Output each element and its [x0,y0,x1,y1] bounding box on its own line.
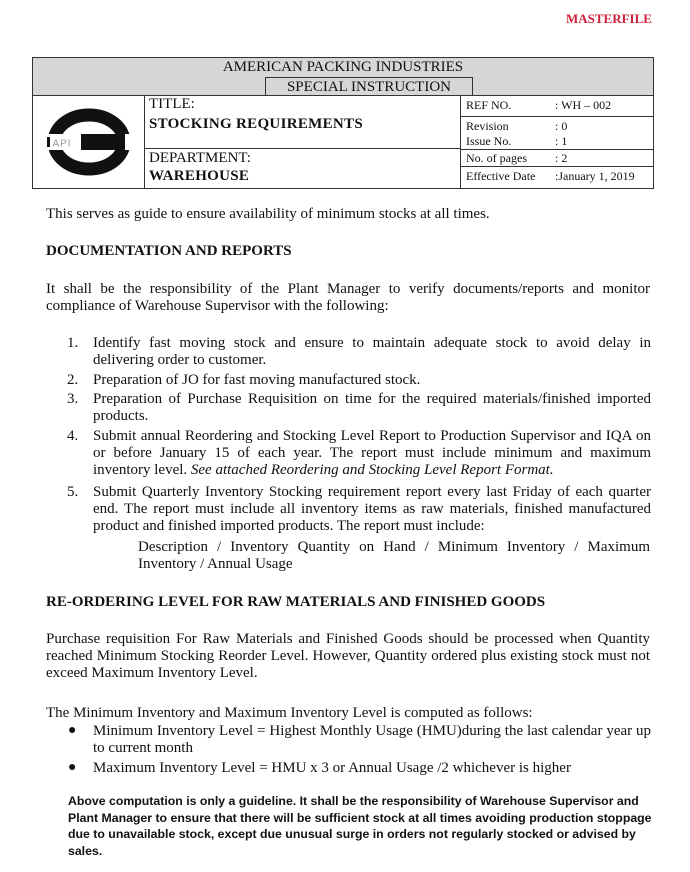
list-number: 2. [67,372,79,388]
effective-value: :January 1, 2019 [555,169,635,183]
title-label: TITLE: [149,96,195,112]
list-item: Preparation of JO for fast moving manufactured stock. [93,372,421,388]
list-item [93,428,651,479]
section-heading-documentation: DOCUMENTATION AND REPORTS [46,243,292,259]
compute-intro: The Minimum Inventory and Maximum Inventory Level is computed as follows: [46,705,533,721]
masterfile-stamp: MASTERFILE [566,11,652,26]
bullet-item: Maximum Inventory Level = HMU x 3 or Annual Usage /2 whichever is higher [93,760,571,776]
pages-row [461,150,654,167]
ref-label: REF NO. [466,98,512,112]
pages-label: No. of pages [466,151,527,165]
section-heading-reordering: RE-ORDERING LEVEL FOR RAW MATERIALS AND FINISHED GOODS [46,594,546,610]
revision-row [461,117,654,150]
list-number: 1. [67,335,79,351]
revision-value: : 0 [555,119,568,133]
title-cell [145,96,460,188]
effective-label: Effective Date [466,169,536,183]
bullet-icon: ● [68,760,77,775]
list-item: Submit Quarterly Inventory Stocking requirement report every last Friday of each quarter end. The report must include all inventory items as raw materials, finished manufactured product and finished imported products. The report must include: [93,484,651,534]
logo-text: API [52,138,72,150]
section1-paragraph: It shall be the responsibility of the Plant Manager to verify documents/reports and monitor compliance of Warehouse Supervisor with the following: [46,281,650,314]
logo-cell [33,96,145,188]
company-name: AMERICAN PACKING INDUSTRIES [222,59,464,75]
list-number: 5. [67,484,79,500]
list-item: Preparation of Purchase Requisition on time for the required materials/finished imported products. [93,391,651,424]
department-label: DEPARTMENT: [149,150,251,166]
effective-row [461,167,654,187]
header-table [32,95,654,189]
list-item-text: Submit annual Reordering and Stocking Level Report to Production Supervisor and IQA on or before January 15 of each year. The report must include minimum and maximum inventory level. [93,428,651,478]
list-item-note: See attached Reordering and Stocking Level Report Format. [190,462,554,478]
pages-value: : 2 [555,151,568,165]
report-fields: Description / Inventory Quantity on Hand / Minimum Inventory / Maximum Inventory / Annual Usage [138,539,650,572]
document-title: STOCKING REQUIREMENTS [149,116,363,132]
ref-value: : WH – 002 [555,98,612,112]
revision-label: Revision [466,119,509,133]
company-logo-icon [46,104,132,180]
issue-value: : 1 [555,134,568,148]
list-number: 3. [67,391,79,407]
issue-label: Issue No. [466,134,512,148]
document-type: SPECIAL INSTRUCTION [265,77,473,96]
list-number: 4. [67,428,79,444]
section2-paragraph: Purchase requisition For Raw Materials and Finished Goods should be processed when Quantity reached Minimum Stocking Reorder Level. However, Quantity ordered plus existing stock must not exceed Maximum Inventory Level. [46,631,650,681]
bullet-item: Minimum Inventory Level = Highest Monthly Usage (HMU)during the last calendar year up to current month [93,723,651,756]
ref-row [461,96,654,117]
reference-cell [460,96,654,188]
list-item: Identify fast moving stock and ensure to maintain adequate stock to avoid delay in delivering order to customer. [93,335,651,368]
guideline-note: Above computation is only a guideline. It shall be the responsibility of Warehouse Supervisor and Plant Manager to ensure that there will be sufficient stock at all times avoiding production stoppage due to unavailable stock, except due unusual surge in orders not regularly stocked or advised by sales. [68,794,652,858]
intro-text: This serves as guide to ensure availability of minimum stocks at all times. [46,206,490,222]
bullet-icon: ● [68,723,77,738]
header-banner [32,57,654,96]
department-name: WAREHOUSE [149,168,250,184]
